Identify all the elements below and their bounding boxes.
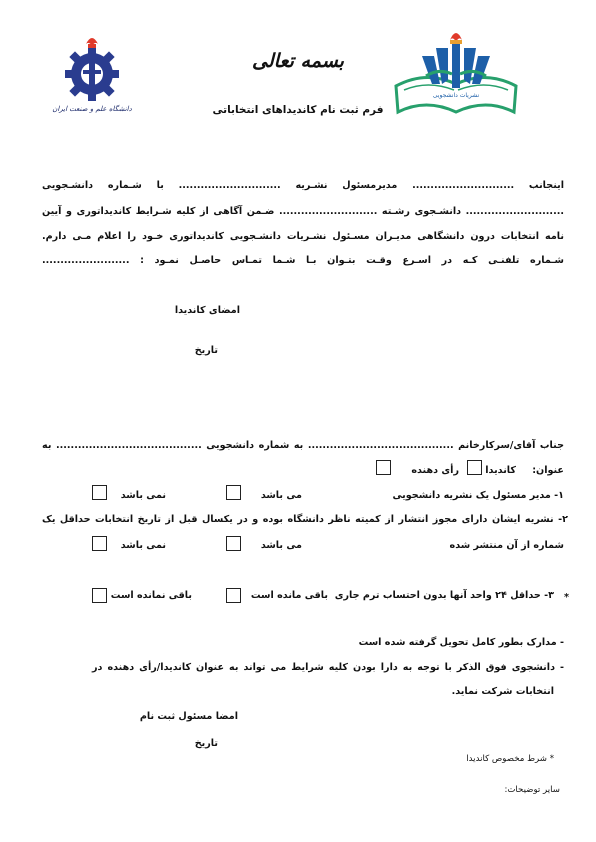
item-3-label: ۳- حداقل ۲۴ واحد آنها بدون احتساب ترم جاری	[334, 590, 554, 601]
voter-option-label: رأی دهنده	[411, 465, 459, 476]
item-2-is-not-label: نمی باشد	[120, 540, 166, 551]
candidate-date-label: تاریخ	[194, 345, 218, 356]
university-name: دانشگاه علم و صنعت ایران	[52, 105, 132, 113]
book-torch-icon	[392, 26, 520, 124]
candidate-condition-footnote: * شرط مخصوص کاندیدا	[466, 754, 554, 764]
item-3-not-remaining-checkbox[interactable]	[92, 588, 107, 603]
item-2-is-label: می باشد	[260, 540, 302, 551]
candidate-phone-line[interactable]: شـماره تلفنـی کـه در اسـرع وقـت بتـوان بـا شـما تمـاس حاصـل نمـود : ........................	[42, 255, 564, 266]
other-notes-label[interactable]: سایر توضیحات:	[504, 785, 560, 795]
voter-checkbox[interactable]	[376, 460, 391, 475]
publications-logo	[392, 26, 520, 124]
item-1-is-not-label: نمی باشد	[120, 490, 166, 501]
candidate-line-3: نامه انتخابات درون دانشگاهی مدیـران مسـئول نشـریات دانشـجویی کاندیداتوری خـود را اعلام مـی دارم.	[42, 231, 564, 242]
candidate-checkbox[interactable]	[467, 460, 482, 475]
candidate-line-2[interactable]: ........................... دانشـجوی رشـته ........................... ضـمن آگاهی از کلیه شـرایط کاندیداتوری و آیین	[42, 206, 564, 217]
item-2-is-checkbox[interactable]	[226, 536, 241, 551]
item-2-line-1: ۲- نشریه ایشان دارای مجوز انتشار از کمیته ناظر دانشگاه بوده و در یکسال قبل از تاریخ انتخابات حداقل یک	[42, 514, 568, 525]
item-3-not-remaining-label: باقی نمانده است	[110, 590, 192, 601]
item-1-is-label: می باشد	[260, 490, 302, 501]
item-1-label: ۱- مدیر مسئول یک نشریه دانشجویی	[392, 490, 564, 501]
final-note-line-2: انتخابات شرکت نماید.	[451, 686, 554, 697]
candidate-signature-label: امضای کاندیدا	[174, 305, 240, 316]
form-title: فرم ثبت نام کاندیداهای انتخاباتی	[212, 104, 384, 116]
documents-note: - مدارک بطور کامل تحویل گرفته شده است	[358, 637, 564, 648]
candidate-line-1[interactable]: اینجانب ............................ مدیرمسئول نشـریه ............................ با شـماره دانشـجویی	[42, 180, 564, 191]
bismillah-calligraphy: بسمه تعالی	[252, 50, 344, 72]
registrar-signature-label: امضا مسئول ثبت نام	[139, 711, 238, 722]
university-logo	[52, 30, 132, 125]
item-2-line-2: شماره از آن منتشر شده	[449, 540, 564, 551]
item-3-star: *	[564, 592, 570, 603]
registrar-date-label: تاریخ	[194, 738, 218, 749]
evaluation-intro[interactable]: جناب آقای/سرکارخانم ........................................ به شماره دانشجویی ........................................ به	[42, 440, 564, 451]
candidate-option-label: کاندیدا	[485, 465, 516, 476]
subject-label: عنوان:	[532, 465, 564, 476]
item-3-remaining-checkbox[interactable]	[226, 588, 241, 603]
item-1-is-checkbox[interactable]	[226, 485, 241, 500]
publications-logo-text: نشریات دانشجویی	[432, 92, 480, 99]
final-note-line-1: - دانشجوی فوق الذکر با توجه به دارا بودن کلیه شرایط می تواند به عنوان کاندیدا/رأی دهنده در	[92, 662, 564, 673]
item-2-is-not-checkbox[interactable]	[92, 536, 107, 551]
item-1-is-not-checkbox[interactable]	[92, 485, 107, 500]
item-3-remaining-label: باقی مانده است	[250, 590, 328, 601]
